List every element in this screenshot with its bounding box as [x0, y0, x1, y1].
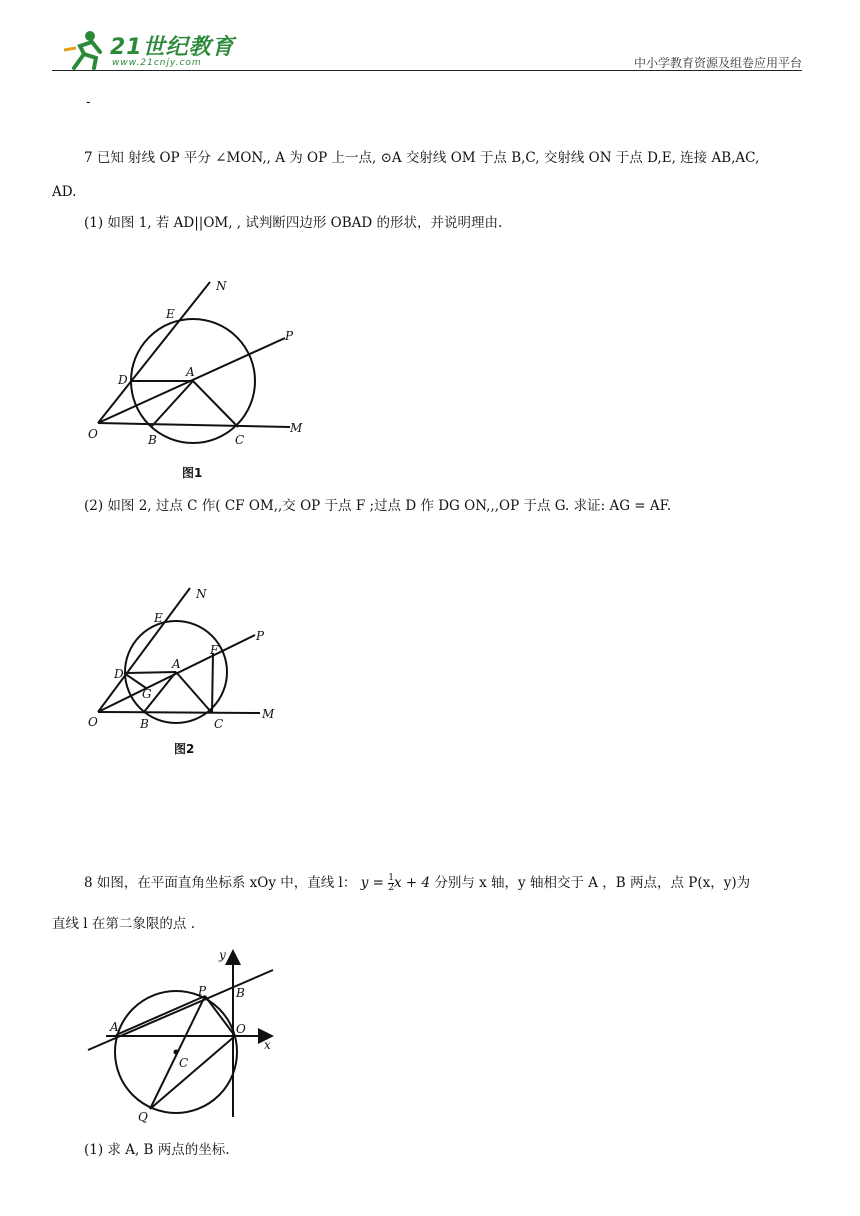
figure-1-caption: 图1	[182, 466, 203, 480]
label-c: C	[235, 433, 245, 447]
label-a: A	[186, 365, 195, 379]
label-x: x	[264, 1038, 271, 1052]
figure-1	[80, 270, 320, 455]
segment-ac	[193, 381, 238, 427]
runner-icon	[60, 28, 110, 72]
q7-part1: (1) 如图 1, 若 AD||OM, , 试判断四边形 OBAD 的形状，并说明理由.	[84, 215, 503, 231]
segment-ad	[124, 672, 176, 673]
label-e: E	[166, 307, 175, 321]
label-a: A	[110, 1020, 119, 1034]
segment-oq	[150, 1036, 235, 1109]
label-c: C	[214, 717, 224, 731]
label-o: O	[88, 715, 98, 729]
q7-line2: AD.	[52, 184, 77, 200]
segment-ab	[152, 381, 193, 426]
logo-text: 21世纪教育	[110, 35, 235, 60]
label-o: O	[88, 427, 98, 441]
center-c	[174, 1050, 179, 1055]
q8-frac-num: 1	[388, 873, 394, 883]
stray-mark: -	[86, 94, 91, 110]
label-g: G	[142, 687, 152, 701]
label-d: D	[114, 667, 124, 681]
figure-2-caption: 图2	[174, 742, 195, 756]
label-d: D	[118, 373, 128, 387]
logo-url: www.21cnjy.com	[112, 58, 202, 68]
label-c: C	[179, 1056, 189, 1070]
segment-ac	[176, 672, 212, 713]
q8-line1-a: 8 如图，在平面直角坐标系 xOy 中，直线 l：	[84, 875, 357, 891]
label-f: F	[210, 643, 219, 657]
label-o: O	[236, 1022, 246, 1036]
label-a: A	[172, 657, 181, 671]
label-q: Q	[138, 1110, 148, 1124]
segment-cf	[212, 653, 213, 713]
label-e: E	[154, 611, 163, 625]
q8-line1	[84, 873, 750, 893]
label-p: P	[198, 984, 207, 998]
q7-line1: 7 已知 射线 OP 平分 ∠MON,, A 为 OP 上一点, ⊙A 交射线 OM 于点 B,C, 交射线 ON 于点 D,E, 连接 AB,AC,	[84, 150, 760, 166]
label-b: B	[236, 986, 245, 1000]
header-divider	[52, 70, 802, 71]
q8-line1-b: 分别与 x 轴，y 轴相交于 A ，B 两点，点 P(x，y)为	[430, 875, 751, 891]
label-b: B	[148, 433, 157, 447]
segment-po	[205, 996, 235, 1036]
label-p: P	[285, 329, 294, 343]
ray-om	[98, 712, 260, 713]
label-m: M	[290, 421, 303, 435]
q7-part2: (2) 如图 2, 过点 C 作( CF OM,,交 OP 于点 F ;过点 D 作 DG ON,,,OP 于点 G. 求证: AG = AF.	[84, 498, 672, 514]
label-n: N	[196, 587, 207, 601]
q8-eq-rest: x + 4	[393, 875, 431, 891]
label-p: P	[256, 629, 265, 643]
figure-3	[80, 945, 285, 1130]
label-b: B	[140, 717, 149, 731]
segment-ap	[116, 996, 205, 1035]
site-logo	[60, 28, 240, 72]
ray-on	[98, 282, 210, 423]
q8-eq-y: y =	[360, 875, 389, 891]
label-y: y	[219, 948, 226, 962]
header-tagline: 中小学教育资源及组卷应用平台	[633, 56, 802, 70]
figure-2	[80, 580, 300, 735]
q8-part1: (1) 求 A, B 两点的坐标.	[84, 1142, 230, 1158]
label-n: N	[216, 279, 227, 293]
q8-line2: 直线 l 在第二象限的点 .	[52, 916, 195, 932]
ray-om	[98, 423, 290, 427]
label-m: M	[262, 707, 275, 721]
q8-frac-den: 2	[388, 883, 394, 893]
